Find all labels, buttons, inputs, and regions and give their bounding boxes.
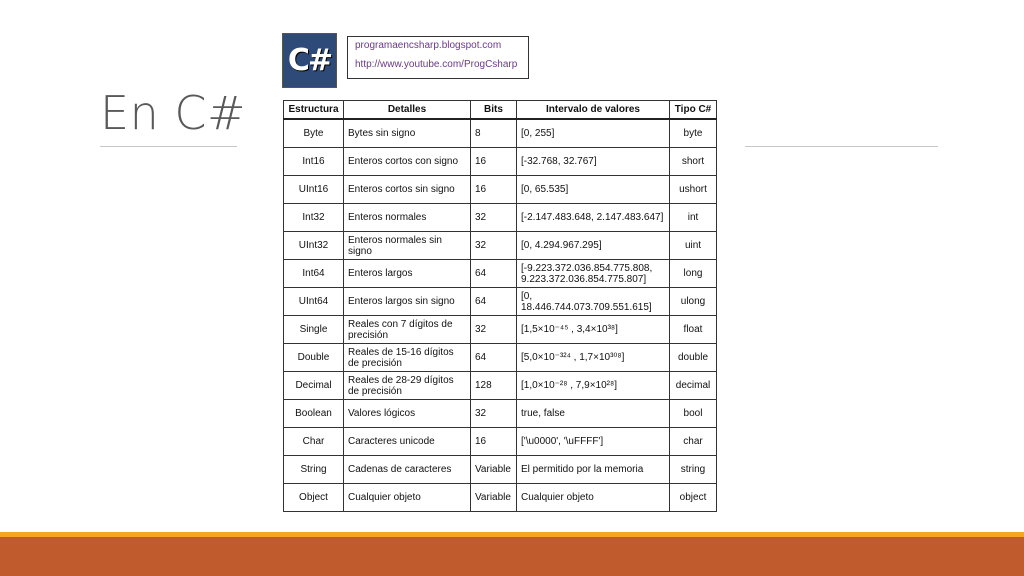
table-row	[284, 316, 717, 344]
cell-estructura: Decimal	[284, 372, 344, 400]
cell-tipo: ushort	[670, 176, 717, 204]
cell-detalles: Enteros largos	[344, 260, 471, 288]
cell-intervalo: [1,0×10⁻²⁸ , 7,9×10²⁸]	[517, 372, 670, 400]
header-intervalo: Intervalo de valores	[517, 101, 670, 120]
cell-detalles: Valores lógicos	[344, 400, 471, 428]
header-detalles: Detalles	[344, 101, 471, 120]
cell-intervalo: [0, 65.535]	[517, 176, 670, 204]
cell-intervalo: [5,0×10⁻³²⁴ , 1,7×10³⁰⁸]	[517, 344, 670, 372]
cell-intervalo: [0, 4.294.967.295]	[517, 232, 670, 260]
cell-detalles: Enteros cortos con signo	[344, 148, 471, 176]
cell-tipo: byte	[670, 119, 717, 148]
csharp-logo-text: C#	[287, 43, 332, 78]
cell-bits: 16	[471, 176, 517, 204]
cell-intervalo: true, false	[517, 400, 670, 428]
cell-bits: 16	[471, 148, 517, 176]
table-row	[284, 119, 717, 148]
title-divider-left	[100, 146, 237, 147]
cell-intervalo: ['\u0000', '\uFFFF']	[517, 428, 670, 456]
cell-detalles: Bytes sin signo	[344, 119, 471, 148]
cell-bits: 16	[471, 428, 517, 456]
title-divider-right	[745, 146, 938, 147]
cell-detalles: Reales de 28-29 dígitos de precisión	[344, 372, 471, 400]
cell-intervalo: [0, 18.446.744.073.709.551.615]	[517, 288, 670, 316]
cell-estructura: Object	[284, 484, 344, 512]
cell-estructura: UInt64	[284, 288, 344, 316]
table-row	[284, 204, 717, 232]
cell-detalles: Reales de 15-16 dígitos de precisión	[344, 344, 471, 372]
cell-tipo: string	[670, 456, 717, 484]
table-header-row	[284, 101, 717, 120]
cell-estructura: Byte	[284, 119, 344, 148]
cell-estructura: String	[284, 456, 344, 484]
header-tipo: Tipo C#	[670, 101, 717, 120]
cell-tipo: object	[670, 484, 717, 512]
cell-tipo: bool	[670, 400, 717, 428]
cell-bits: 32	[471, 232, 517, 260]
table-row	[284, 484, 717, 512]
cell-bits: 32	[471, 400, 517, 428]
table-row	[284, 232, 717, 260]
cell-tipo: float	[670, 316, 717, 344]
cell-detalles: Caracteres unicode	[344, 428, 471, 456]
cell-intervalo: [-32.768, 32.767]	[517, 148, 670, 176]
cell-bits: 64	[471, 288, 517, 316]
cell-estructura: UInt16	[284, 176, 344, 204]
cell-intervalo: [-2.147.483.648, 2.147.483.647]	[517, 204, 670, 232]
header-estructura: Estructura	[284, 101, 344, 120]
header-bits: Bits	[471, 101, 517, 120]
cell-bits: 64	[471, 260, 517, 288]
table-row	[284, 148, 717, 176]
cell-estructura: UInt32	[284, 232, 344, 260]
cell-estructura: Single	[284, 316, 344, 344]
cell-detalles: Cualquier objeto	[344, 484, 471, 512]
source-links-box	[347, 36, 529, 79]
cell-detalles: Enteros normales	[344, 204, 471, 232]
cell-tipo: double	[670, 344, 717, 372]
csharp-logo	[282, 33, 337, 88]
cell-intervalo: El permitido por la memoria	[517, 456, 670, 484]
table-row	[284, 428, 717, 456]
cell-bits: 32	[471, 316, 517, 344]
youtube-link[interactable]: http://www.youtube.com/ProgCsharp	[355, 59, 518, 70]
cell-estructura: Int32	[284, 204, 344, 232]
cell-estructura: Boolean	[284, 400, 344, 428]
data-types-table	[283, 100, 717, 512]
cell-tipo: int	[670, 204, 717, 232]
footer-accent-bar	[0, 537, 1024, 576]
cell-estructura: Char	[284, 428, 344, 456]
cell-estructura: Double	[284, 344, 344, 372]
cell-bits: Variable	[471, 456, 517, 484]
cell-bits: 32	[471, 204, 517, 232]
cell-intervalo: [1,5×10⁻⁴⁵ , 3,4×10³⁸]	[517, 316, 670, 344]
table-row	[284, 400, 717, 428]
cell-intervalo: [0, 255]	[517, 119, 670, 148]
cell-estructura: Int16	[284, 148, 344, 176]
cell-tipo: decimal	[670, 372, 717, 400]
cell-tipo: long	[670, 260, 717, 288]
cell-detalles: Enteros largos sin signo	[344, 288, 471, 316]
cell-detalles: Reales con 7 dígitos de precisión	[344, 316, 471, 344]
cell-tipo: uint	[670, 232, 717, 260]
cell-detalles: Cadenas de caracteres	[344, 456, 471, 484]
table-row	[284, 456, 717, 484]
table-row	[284, 344, 717, 372]
blog-link[interactable]: programaencsharp.blogspot.com	[355, 40, 502, 51]
cell-intervalo: Cualquier objeto	[517, 484, 670, 512]
table-row	[284, 372, 717, 400]
cell-bits: 8	[471, 119, 517, 148]
slide-title: En C#	[100, 86, 247, 140]
table-row	[284, 176, 717, 204]
table-row	[284, 288, 717, 316]
cell-tipo: char	[670, 428, 717, 456]
cell-estructura: Int64	[284, 260, 344, 288]
cell-intervalo: [-9.223.372.036.854.775.808, 9.223.372.036.854.775.807]	[517, 260, 670, 288]
cell-bits: Variable	[471, 484, 517, 512]
table-row	[284, 260, 717, 288]
cell-bits: 128	[471, 372, 517, 400]
cell-detalles: Enteros cortos sin signo	[344, 176, 471, 204]
cell-tipo: short	[670, 148, 717, 176]
cell-tipo: ulong	[670, 288, 717, 316]
cell-detalles: Enteros normales sin signo	[344, 232, 471, 260]
cell-bits: 64	[471, 344, 517, 372]
